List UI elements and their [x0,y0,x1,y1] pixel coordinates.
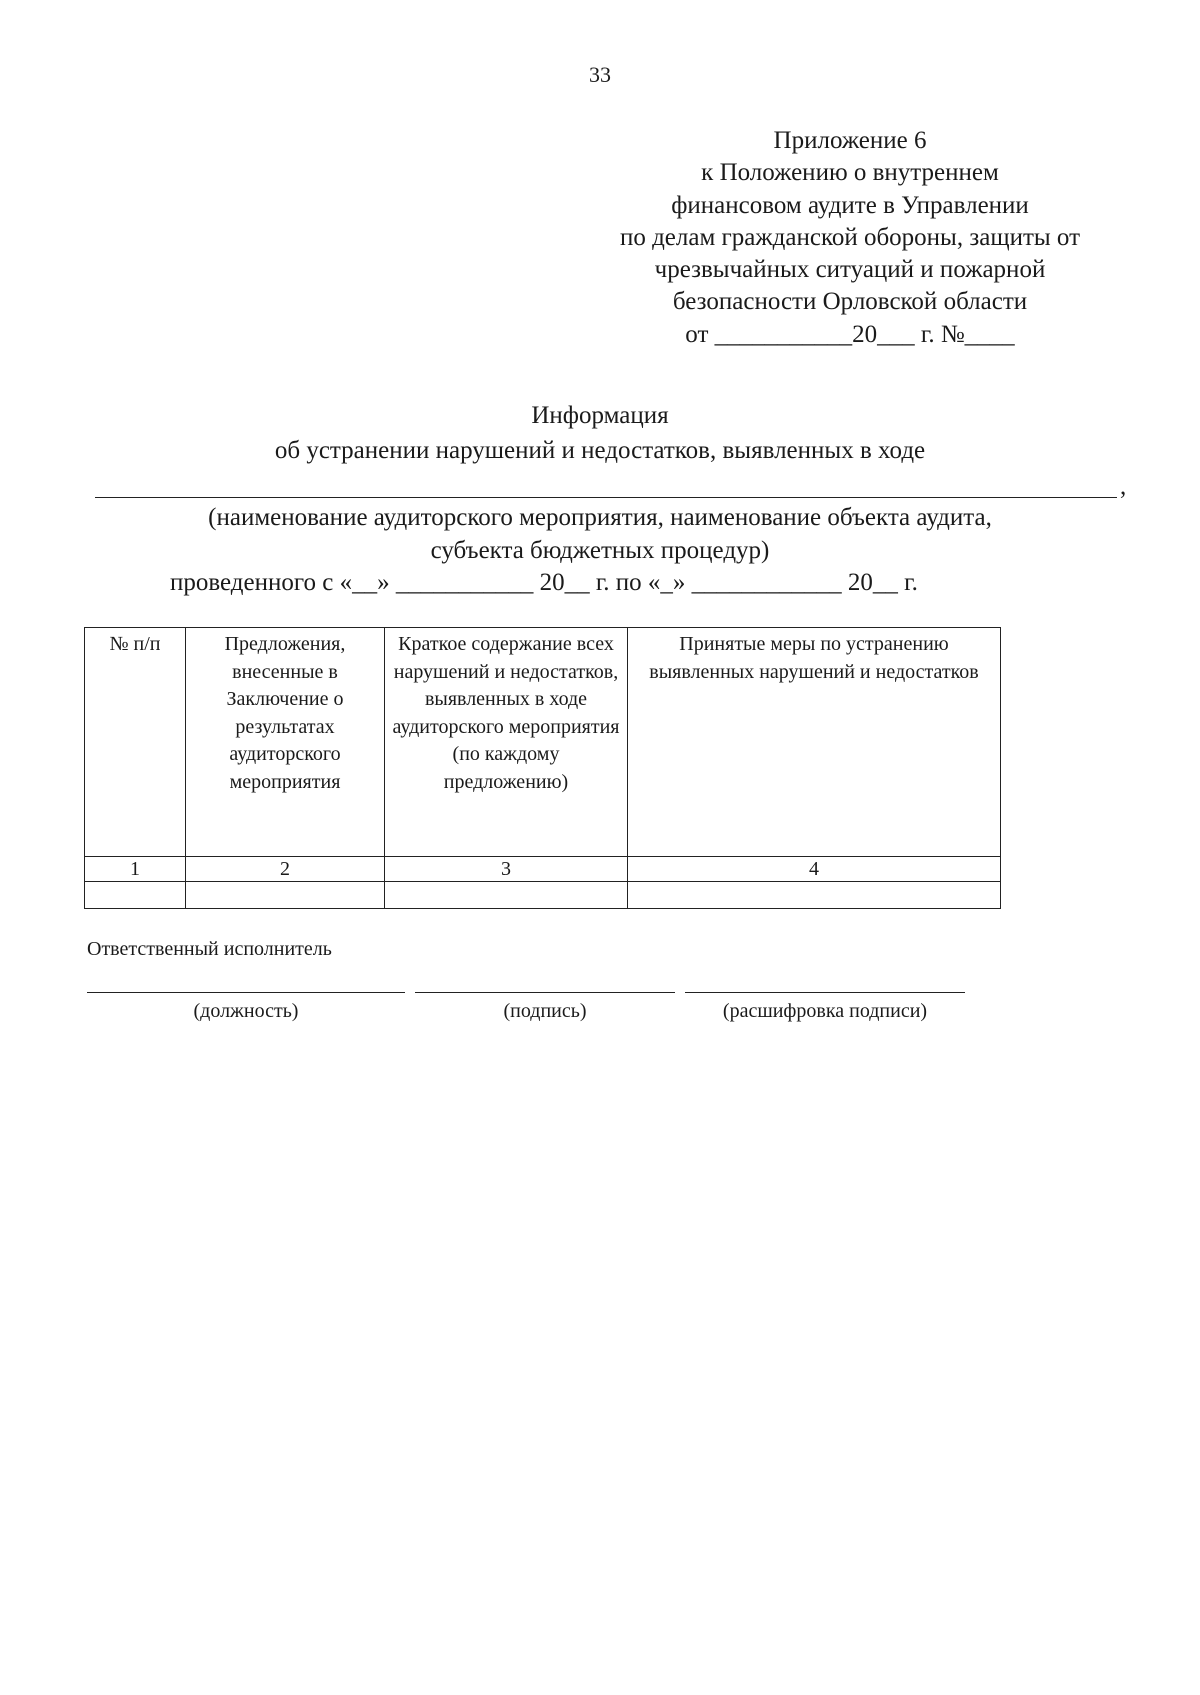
column-number: 2 [186,857,385,882]
table-row [85,882,1001,909]
appendix-line: безопасности Орловской области [672,288,1028,316]
audit-name-hint: (наименование аудиторского мероприятия, наименование объекта аудита, [208,504,992,531]
appendix-date-line: от ___________20___ г. №____ [685,320,1015,348]
document-title: Информация [531,402,669,429]
table-cell [186,882,385,909]
document-subtitle: об устранении нарушений и недостатков, выявленных в ходе [274,437,926,464]
page-number: 33 [589,62,611,87]
appendix-line: чрезвычайных ситуаций и пожарной [654,256,1046,284]
table-header-row [85,628,1001,857]
audit-name-hint: субъекта бюджетных процедур) [430,537,770,564]
column-number: 3 [385,857,628,882]
column-number: 4 [628,857,1001,882]
header-cell-number: № п/п [85,628,186,857]
column-number: 1 [85,857,186,882]
position-caption: (должность) [193,1000,299,1022]
table-cell [385,882,628,909]
header-cell-measures-taken: Принятые меры по устранению выявленных нарушений и недостатков [628,628,1001,857]
appendix-line: по делам гражданской обороны, защиты от [619,223,1081,251]
signature-blank-line [415,992,675,993]
signature-decoding-caption: (расшифровка подписи) [722,1000,928,1022]
appendix-line: к Положению о внутреннем [701,159,999,187]
responsible-executor-label: Ответственный исполнитель [87,938,332,960]
audit-period-line: проведенного с «__» ___________ 20__ г. по «_» ____________ 20__ г. [170,569,918,596]
violations-table [84,627,1001,909]
table-cell [85,882,186,909]
signature-decoding-blank-line [685,992,965,993]
header-cell-proposals: Предложения, внесенные в Заключение о результатах аудиторского мероприятия [186,628,385,857]
appendix-header [590,125,1110,351]
appendix-line: финансовом аудите в Управлении [671,191,1029,219]
signature-caption: (подпись) [503,1000,587,1022]
position-blank-line [87,992,405,993]
table-column-numbers-row [85,857,1001,882]
appendix-line: Приложение 6 [773,127,927,154]
audit-name-blank-line [95,497,1117,498]
header-cell-violations-summary: Краткое содержание всех нарушений и недостатков, выявленных в ходе аудиторского мероприятия (по каждому предложению) [385,628,628,857]
blank-trailing-comma: , [1120,473,1127,500]
table-cell [628,882,1001,909]
